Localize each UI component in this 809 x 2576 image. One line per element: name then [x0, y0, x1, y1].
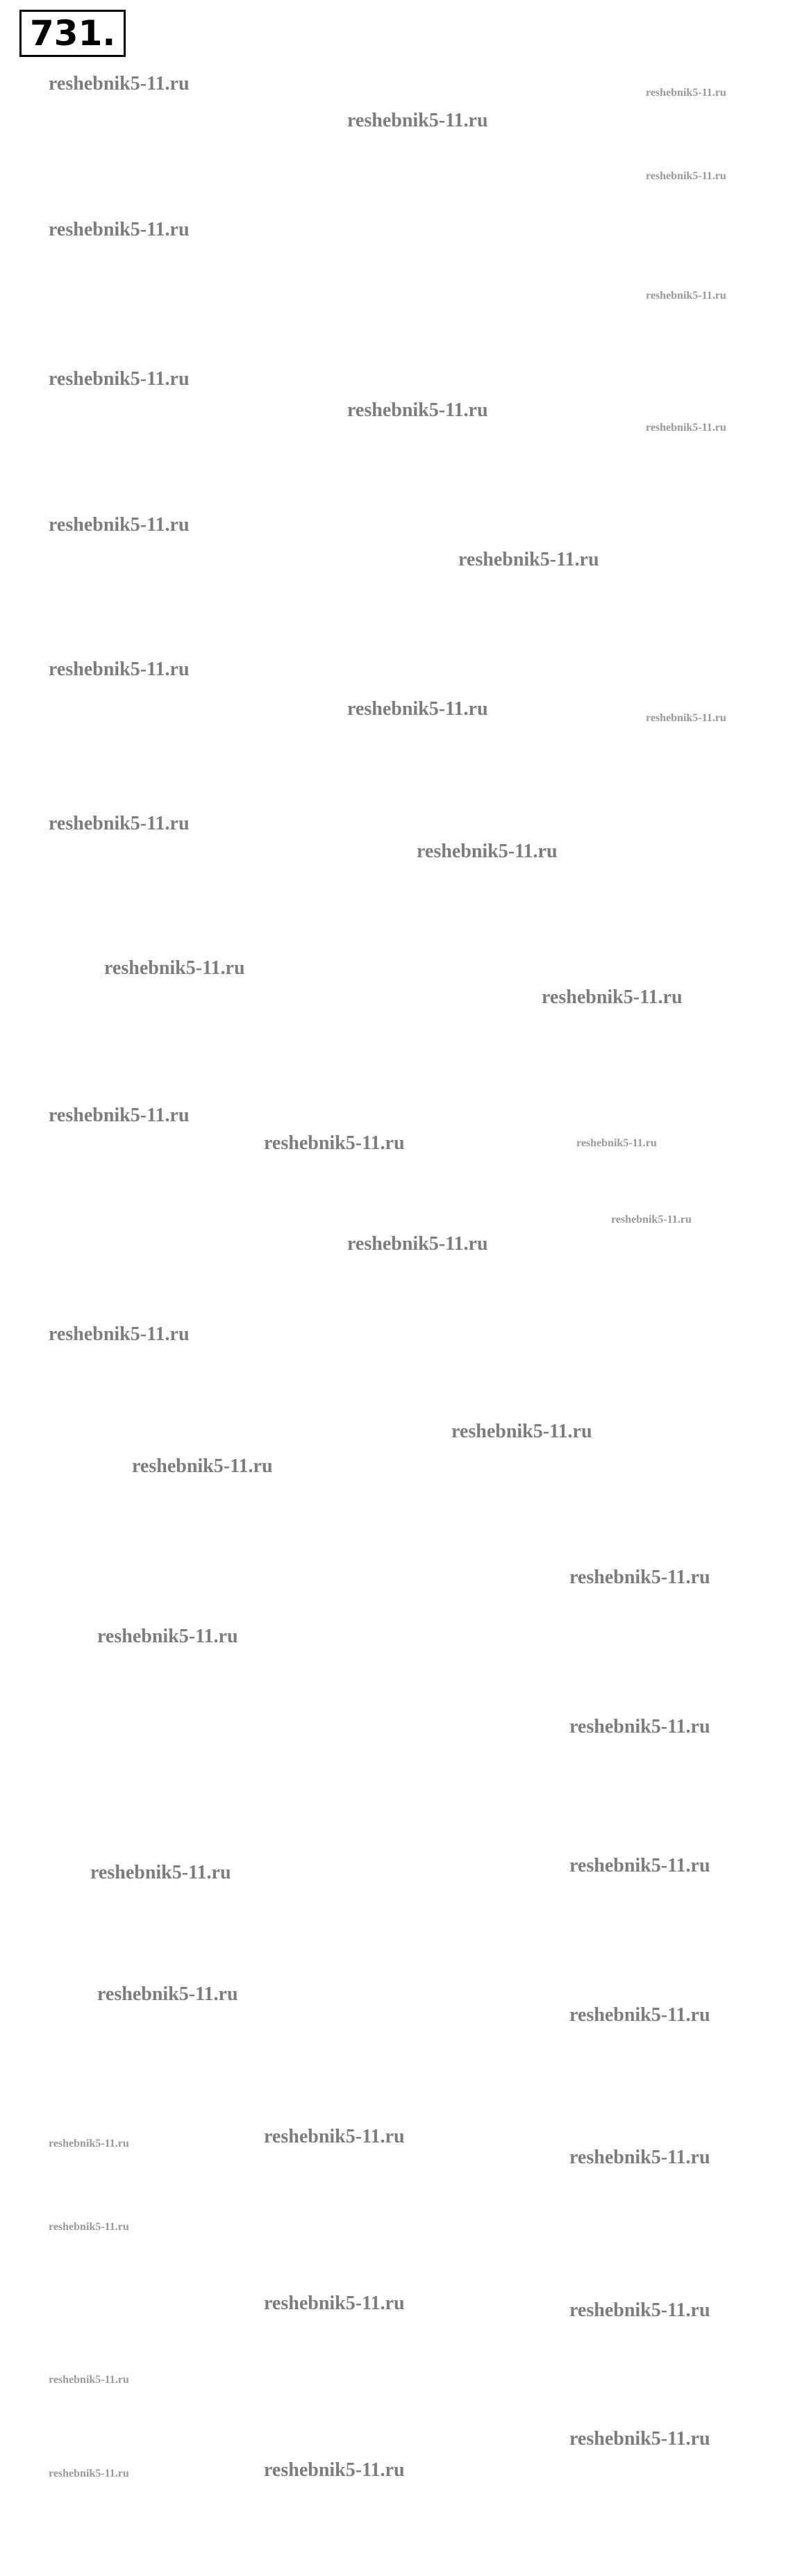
watermark: reshebnik5-11.ru — [264, 1132, 405, 1154]
watermark: reshebnik5-11.ru — [611, 1214, 692, 1225]
watermark: reshebnik5-11.ru — [417, 841, 558, 862]
watermark: reshebnik5-11.ru — [569, 2004, 710, 2026]
watermark: reshebnik5-11.ru — [347, 1233, 488, 1255]
watermark: reshebnik5-11.ru — [646, 290, 726, 302]
watermark: reshebnik5-11.ru — [49, 2138, 129, 2149]
watermark: reshebnik5-11.ru — [347, 698, 488, 720]
watermark: reshebnik5-11.ru — [458, 549, 599, 570]
watermark: reshebnik5-11.ru — [569, 2428, 710, 2450]
watermark: reshebnik5-11.ru — [49, 368, 190, 390]
watermark: reshebnik5-11.ru — [451, 1421, 592, 1442]
watermark: reshebnik5-11.ru — [132, 1455, 273, 1477]
problem-number: 731. — [19, 10, 126, 57]
watermark: reshebnik5-11.ru — [104, 957, 245, 979]
watermark: reshebnik5-11.ru — [542, 986, 683, 1008]
watermark: reshebnik5-11.ru — [264, 2459, 405, 2481]
watermark: reshebnik5-11.ru — [576, 1137, 657, 1149]
watermark: reshebnik5-11.ru — [646, 422, 726, 434]
watermark: reshebnik5-11.ru — [569, 2147, 710, 2168]
watermark: reshebnik5-11.ru — [646, 87, 726, 99]
watermark: reshebnik5-11.ru — [49, 659, 190, 680]
watermark: reshebnik5-11.ru — [90, 1862, 231, 1883]
watermark: reshebnik5-11.ru — [264, 2293, 405, 2314]
watermark: reshebnik5-11.ru — [49, 514, 190, 536]
watermark: reshebnik5-11.ru — [646, 170, 726, 182]
watermark: reshebnik5-11.ru — [347, 110, 488, 131]
watermark: reshebnik5-11.ru — [49, 219, 190, 240]
watermark: reshebnik5-11.ru — [569, 1567, 710, 1588]
watermark: reshebnik5-11.ru — [97, 1983, 238, 2005]
watermark: reshebnik5-11.ru — [49, 73, 190, 94]
watermark: reshebnik5-11.ru — [347, 399, 488, 421]
watermark: reshebnik5-11.ru — [569, 1716, 710, 1737]
watermark: reshebnik5-11.ru — [569, 1855, 710, 1876]
watermark: reshebnik5-11.ru — [49, 1105, 190, 1126]
watermark: reshebnik5-11.ru — [264, 2126, 405, 2147]
watermark: reshebnik5-11.ru — [49, 2468, 129, 2479]
watermark: reshebnik5-11.ru — [97, 1626, 238, 1647]
watermark: reshebnik5-11.ru — [49, 813, 190, 834]
watermark: reshebnik5-11.ru — [569, 2300, 710, 2321]
watermark: reshebnik5-11.ru — [49, 2221, 129, 2233]
watermark: reshebnik5-11.ru — [646, 712, 726, 724]
watermark: reshebnik5-11.ru — [49, 1323, 190, 1345]
watermark: reshebnik5-11.ru — [49, 2374, 129, 2386]
